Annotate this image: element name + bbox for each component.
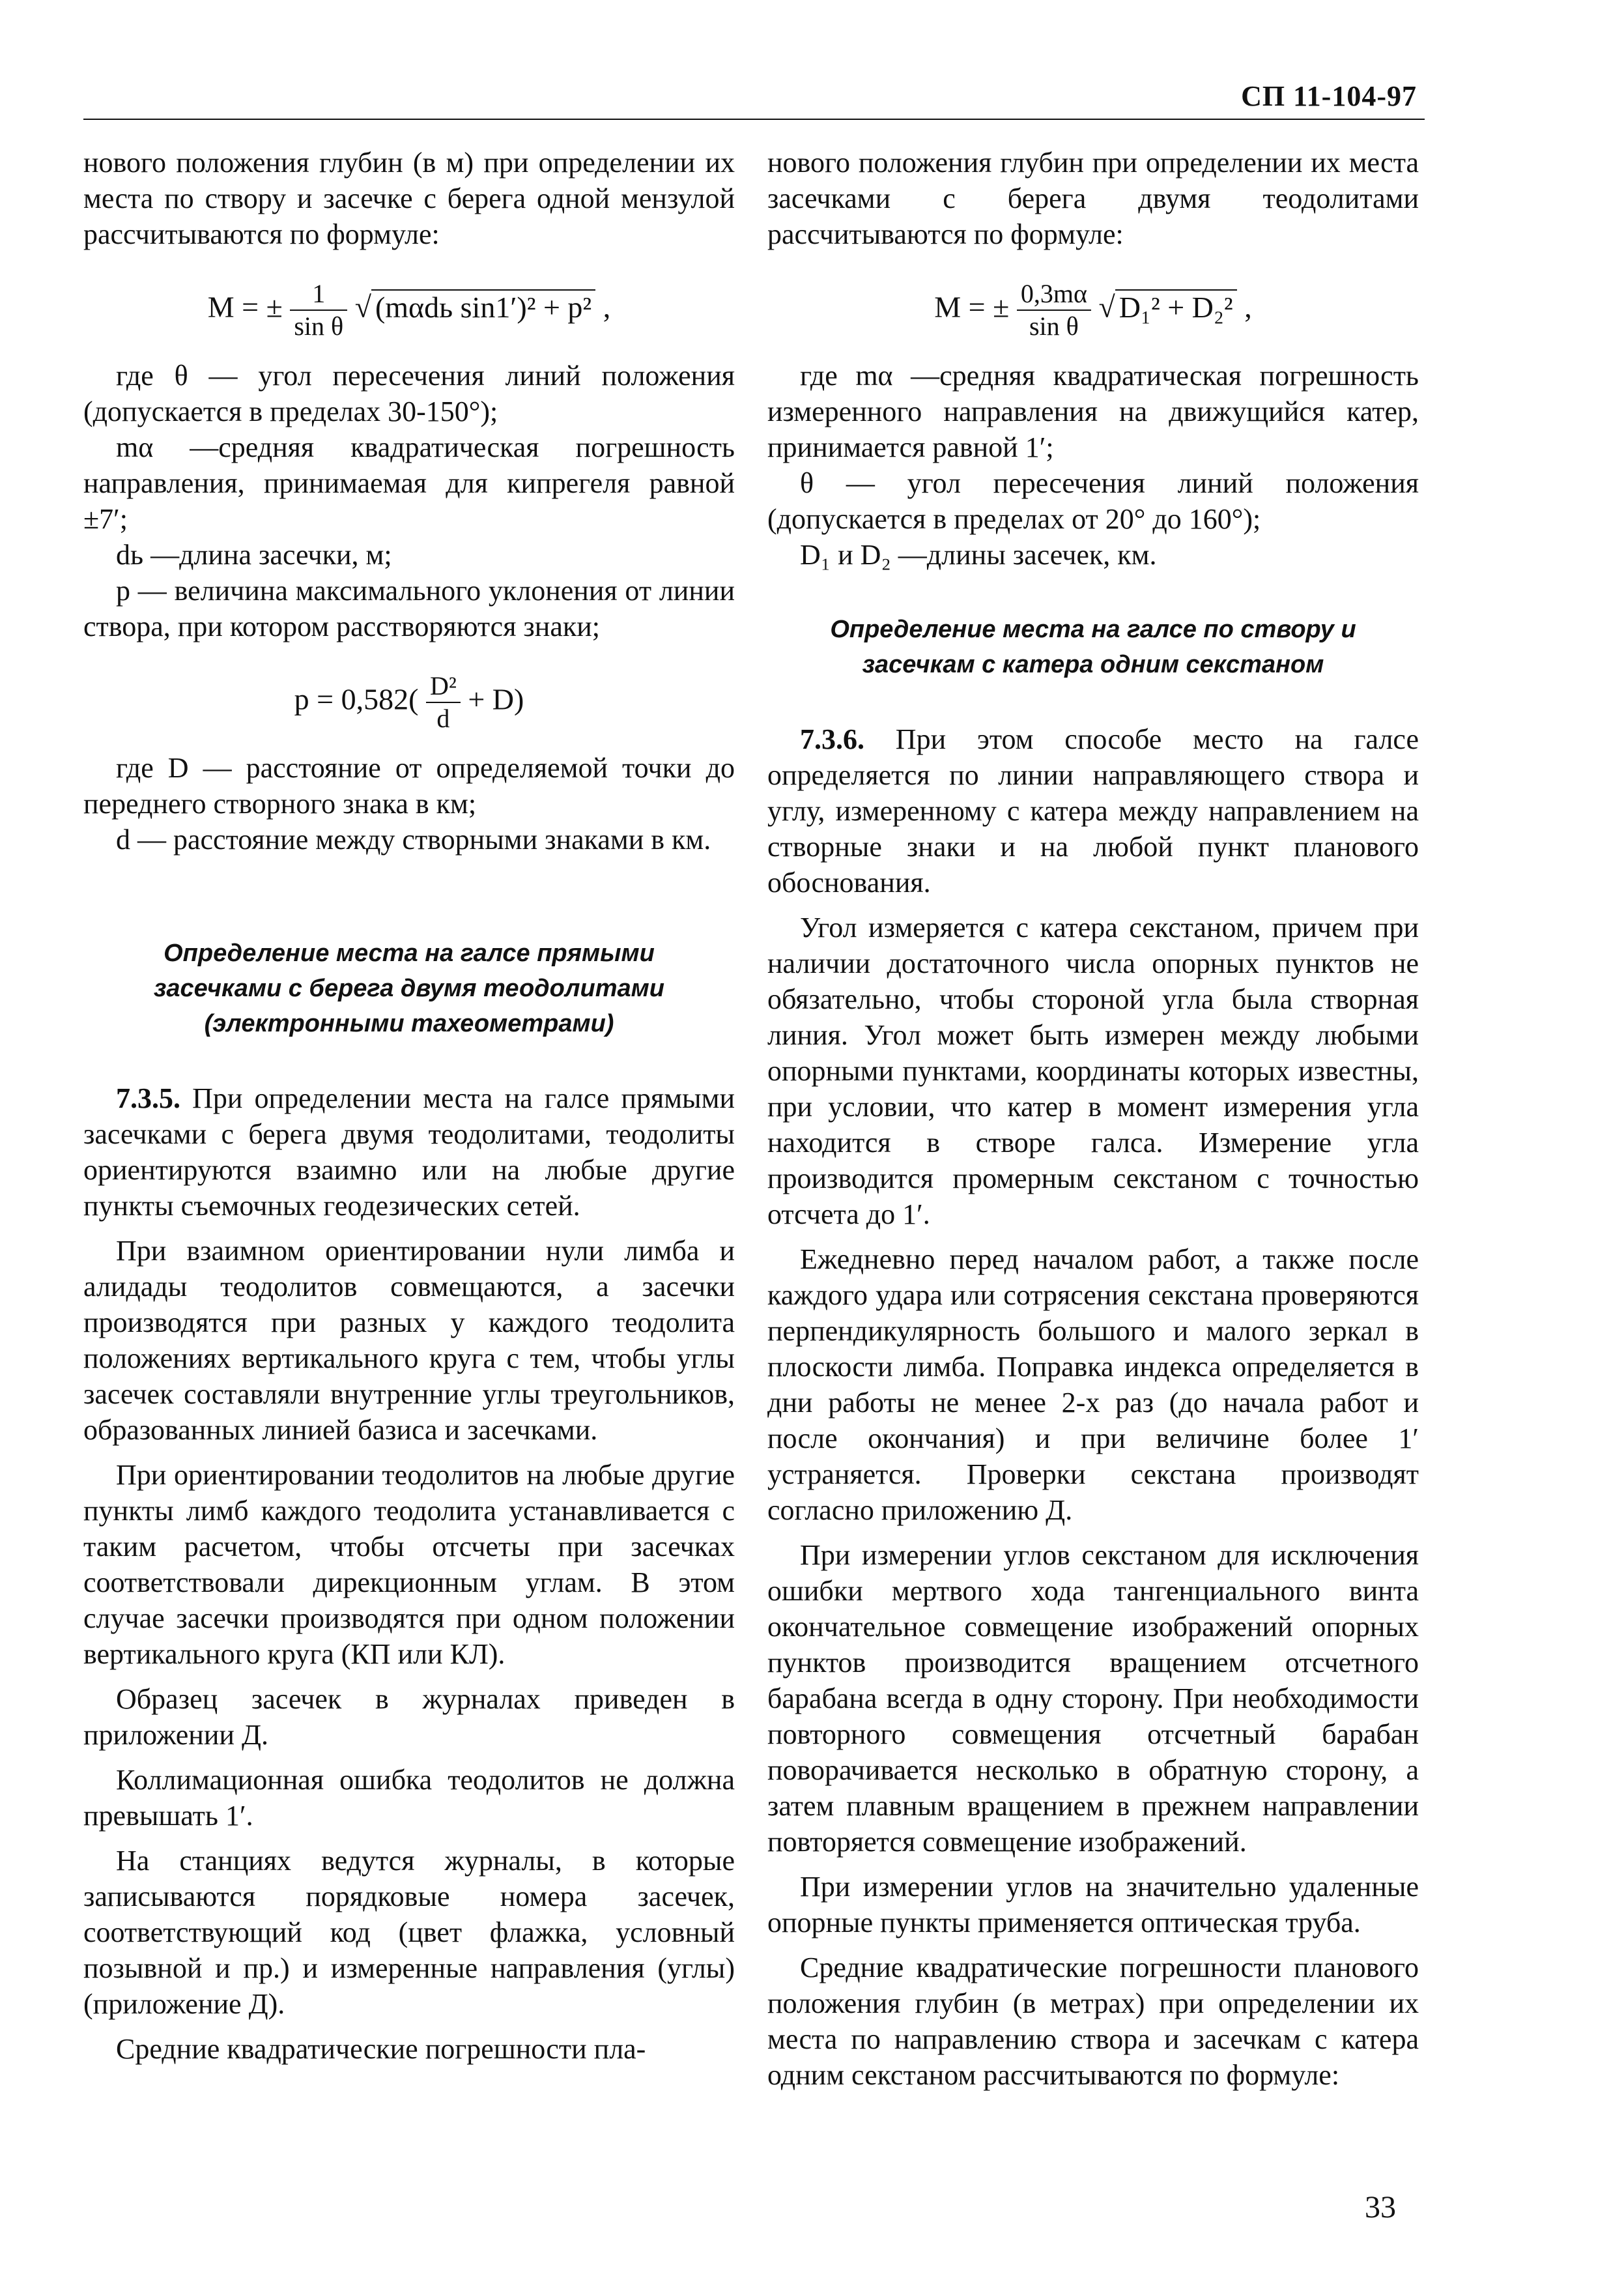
sqrt-sign: √	[354, 290, 371, 324]
formula-m-theodolites	[767, 278, 1419, 342]
clause-number: 7.3.6.	[800, 723, 864, 755]
paragraph: нового положения глубин (в м) при определении их места по створу и засечке с берега одной мензулой рассчитываются по формуле:	[83, 147, 735, 250]
paragraph: На станциях ведутся журналы, в которые записываются порядковые номера засечек, соответствующий код (цвет флажка, условный позывной и пр.) и измеренные направления (углы) (приложение Д).	[83, 1845, 735, 2020]
fraction-denominator: sin θ	[1029, 311, 1079, 341]
clause-text: При определении места на галсе прямыми засечками с берега двумя теодолитами, теодолиты ориентируются взаимно или на любые другие пункты съемочных геодезических сетей.	[83, 1082, 735, 1222]
formula-p	[83, 670, 735, 734]
paragraph: Коллимационная ошибка теодолитов не должна превышать 1′.	[83, 1764, 735, 1832]
paragraph: При измерении углов на значительно удаленные опорные пункты применяется оптическая труба.	[767, 1871, 1419, 1938]
paragraph: Образец засечек в журналах приведен в приложении Д.	[83, 1683, 735, 1751]
paragraph: θ — угол пересечения линий положения (допускается в пределах от 20° до 160°);	[767, 467, 1419, 535]
fraction-denominator: d	[436, 704, 450, 733]
paragraph: Средние квадратические погрешности пла-	[116, 2033, 646, 2065]
fraction-numerator: D²	[426, 670, 461, 703]
paragraph: mα —средняя квадратическая погрешность направления, принимаемая для кипрегеля равной ±7′;	[83, 431, 735, 535]
paragraph: Ежедневно перед началом работ, а также после каждого удара или сотрясения секстана проверяются перпендикулярность большого и малого зеркал в плоскости лимба. Поправка индекса определяется в дни работы не менее 2-х раз (до начала работ и после окончания) и при величине более 1′ устраняется. Проверки секстана производят согласно приложению Д.	[767, 1243, 1419, 1526]
paragraph	[767, 721, 1419, 901]
fraction-denominator: sin θ	[294, 311, 344, 341]
header-rule	[83, 119, 1425, 120]
fraction	[1017, 278, 1091, 342]
formula-m-mensula	[83, 278, 735, 342]
paragraph: D₁ и D₂ —длины засечек, км.	[800, 539, 1157, 571]
formula-suffix: + D)	[468, 682, 524, 716]
fraction	[290, 278, 347, 342]
paragraph: где D — расстояние от определяемой точки до переднего створного знака в км;	[83, 752, 735, 820]
paragraph: где mα —средняя квадратическая погрешность измеренного направления на движущийся катер, принимается равной 1′;	[767, 360, 1419, 463]
paragraph	[83, 1080, 735, 1224]
paragraph: p — величина максимального уклонения от линии створа, при котором расстворяются знаки;	[83, 575, 735, 642]
formula-suffix: ,	[603, 290, 611, 324]
paragraph: нового положения глубин при определении их места засечками с берега двумя теодолитами рассчитываются по формуле:	[767, 147, 1419, 250]
paragraph: d — расстояние между створными знаками в км.	[116, 824, 711, 856]
paragraph: При измерении углов секстаном для исключения ошибки мертвого хода тангенциального винта окончательное совмещение изображений опорных пунктов производится вращением отсчетного барабана всегда в одну сторону. При необходимости повторного совмещения отсчетный барабан поворачивается несколько в обратную сторону, а затем плавным вращением в прежнем направлении повторяется совмещение изображений.	[767, 1539, 1419, 1858]
right-column	[767, 145, 1419, 2093]
clause-number: 7.3.5.	[116, 1082, 180, 1114]
paragraph: При ориентировании теодолитов на любые другие пункты лимб каждого теодолита устанавливается с таким расчетом, чтобы отсчеты при засечках соответствовали дирекционным углам. В этом случае засечки производятся при одном положении вертикального круга (КП или КЛ).	[83, 1459, 735, 1670]
paragraph: dь —длина засечки, м;	[116, 539, 392, 571]
clause-text: При этом способе место на галсе определяется по линии направляющего створа и углу, измеренному с катера между направлением на створные знаки и на любой пункт планового обоснования.	[767, 723, 1419, 899]
paragraph: При взаимном ориентировании нули лимба и алидады теодолитов совмещаются, а засечки производятся при разных у каждого теодолита положениях вертикального круга с тем, чтобы углы засечек составляли внутренние углы треугольников, образованных линией базиса и засечками.	[83, 1235, 735, 1446]
section-heading: Определение места на галсе прямыми засечками с берега двумя теодолитами (электронными тахеометрами)	[154, 940, 664, 1037]
formula-prefix: p = 0,582(	[294, 682, 419, 716]
sqrt-radicand: (mαdь sin1′)² + p²	[371, 289, 595, 324]
section-heading: Определение места на галсе по створу и засечкам с катера одним секстаном	[830, 616, 1356, 678]
formula-suffix: ,	[1244, 290, 1252, 324]
document-code: СП 11-104-97	[1241, 80, 1417, 112]
paragraph: Средние квадратические погрешности планового положения глубин (в метрах) при определении их места по направлению створа и засечкам с катера одним секстаном рассчитываются по формуле:	[767, 1952, 1419, 2091]
left-column	[83, 145, 735, 2067]
sqrt-radicand: D₁² + D₂²	[1115, 289, 1237, 324]
formula-prefix: М = ±	[934, 290, 1010, 324]
paragraph: где θ — угол пересечения линий положения (допускается в пределах 30-150°);	[83, 360, 735, 427]
fraction	[426, 670, 461, 734]
sqrt-sign: √	[1098, 290, 1115, 324]
fraction-numerator: 0,3mα	[1017, 278, 1091, 311]
page-number: 33	[1365, 2190, 1396, 2225]
paragraph: Угол измеряется с катера секстаном, причем при наличии достаточного числа опорных пунктов не обязательно, чтобы стороной угла была створная линия. Угол может быть измерен между любыми опорными пунктами, координаты которых известны, при условии, что катер в момент измерения угла находится в створе галса. Измерение угла производится промерным секстаном с точностью отсчета до 1′.	[767, 912, 1419, 1230]
fraction-numerator: 1	[290, 278, 347, 311]
formula-prefix: М = ±	[207, 290, 283, 324]
